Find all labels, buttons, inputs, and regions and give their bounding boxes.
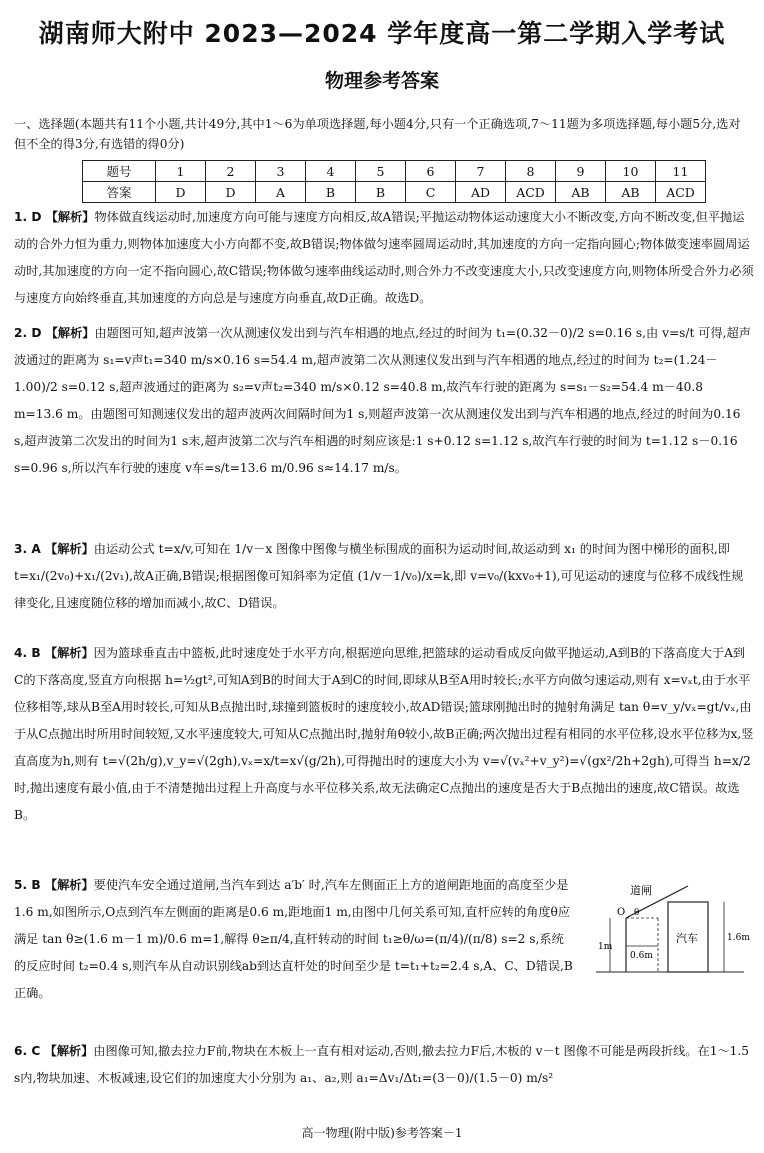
solution-3	[14, 536, 754, 617]
question-number: 5	[356, 161, 406, 182]
question-number: 6	[406, 161, 456, 182]
section-intro: 一、选择题(本题共有11个小题,共计49分,其中1～6为单项选择题,每小题4分,只有一个正确选项,7～11题为多项选择题,每小题5分,选对但不全的得3分,有选错的得0分)	[14, 117, 741, 151]
solution-6	[14, 1038, 754, 1092]
answer-cell: B	[306, 182, 356, 203]
question-number: 9	[556, 161, 606, 182]
page-footer: 高一物理(附中版)参考答案－1	[301, 1126, 463, 1140]
answer-cell: C	[406, 182, 456, 203]
answer-cell: AB	[606, 182, 656, 203]
solution-tag: 5. B 【解析】	[14, 878, 94, 892]
row-label-number: 题号	[83, 161, 156, 182]
question-number: 11	[656, 161, 706, 182]
height-1m-label: 1m	[598, 942, 613, 952]
answer-cell: ACD	[656, 182, 706, 203]
answer-cell: A	[256, 182, 306, 203]
solution-tag: 2. D 【解析】	[14, 326, 95, 340]
question-number: 3	[256, 161, 306, 182]
row-label-answer: 答案	[83, 182, 156, 203]
page-subtitle: 物理参考答案	[324, 70, 439, 92]
gate-car-figure	[596, 884, 750, 980]
point-o-label: O	[617, 907, 626, 918]
answer-cell: D	[156, 182, 206, 203]
answer-cell: ACD	[506, 182, 556, 203]
question-number: 7	[456, 161, 506, 182]
question-number: 10	[606, 161, 656, 182]
solution-5	[14, 872, 574, 1007]
solution-text: 要使汽车安全通过道闸,当汽车到达 a′b′ 时,汽车左侧面正上方的道闸距地面的高度至少是1.6 m,如图所示,O点到汽车左侧面的距离是0.6 m,距地面1 m,由图中几何关系可知,直杆应转的角度θ应满足 tan θ≥(1.6 m－1 m)/0.6 m=1,解得 θ≥π/4,直杆转动的时间 t₁≥θ/ω=(π/4)/(π/8) s=2 s,系统的反应时间 t₂=0.4 s,则汽车从自动识别线ab到达直杆处的时间至少是 t=t₁+t₂=2.4 s,A、C、D错误,B正确。	[14, 878, 573, 1000]
solution-4	[14, 640, 754, 829]
solution-text: 由题图可知,超声波第一次从测速仪发出到与汽车相遇的地点,经过的时间为 t₁=(0.32－0)/2 s=0.16 s,由 v=s/t 可得,超声波通过的距离为 s₁=v声t₁=340 m/s×0.16 s=54.4 m,超声波第二次从测速仪发出到与汽车相遇的地点,经过的时间为 t₂=(1.24－1.00)/2 s=0.12 s,超声波通过的距离为 s₂=v声t₂=340 m/s×0.12 s=40.8 m,故汽车行驶的距离为 s=s₁－s₂=54.4 m－40.8 m=13.6 m。由题图可知测速仪发出的超声波两次间隔时间为1 s,则超声波第一次从测速仪发出到与汽车相遇的地点,经过的时间为0.16 s,超声波第二次发出的时间为1 s末,超声波第二次与汽车相遇的时刻应该是:1 s+0.12 s=1.12 s,故汽车行驶的时间为 t=1.12 s－0.16 s=0.96 s,所以汽车行驶的速度 v车=s/t=13.6 m/0.96 s≈14.17 m/s。	[14, 326, 751, 475]
distance-06m-label: 0.6m	[630, 951, 653, 961]
question-number: 2	[206, 161, 256, 182]
answer-cell: D	[206, 182, 256, 203]
answer-cell: B	[356, 182, 406, 203]
solution-text: 由运动公式 t=x/v,可知在 1/v－x 图像中图像与横坐标围成的面积为运动时间,故运动到 x₁ 的时间为图中梯形的面积,即 t=x₁/(2v₀)+x₁/(2v₁),故A正确,B错误;根据图像可知斜率为定值 (1/v－1/v₀)/x=k,即 v=v₀/(kxv₀+1),可见运动的速度与位移不成线性规律变化,且速度随位移的增加而减小,故C、D错误。	[14, 542, 744, 610]
solution-text: 物体做直线运动时,加速度方向可能与速度方向相反,故A错误;平抛运动物体运动速度大小不断改变,方向不断改变,但平抛运动的合外力恒为重力,则物体加速度大小方向都不变,故B错误;物体做匀速率圆周运动时,其加速度的方向一定指向圆心;物体做变速率圆周运动时,其加速度的方向一定不指向圆心,故C错误;物体做匀速率曲线运动时,则合外力不改变速度大小,只改变速度方向,则物体所受合外力必须与速度方向始终垂直,其加速度的方向总是与速度方向垂直,故D正确。故选D。	[14, 210, 754, 305]
solution-text: 因为篮球垂直击中篮板,此时速度处于水平方向,根据逆向思维,把篮球的运动看成反向做平抛运动,A到B的下落高度大于A到C的下落高度,竖直方向根据 h=½gt²,可知A到B的时间大于A到C的时间,即球从B至A用时较长;水平方向做匀速运动,则有 x=vₓt,由于水平位移相等,球从B至A用时较长,可知从B点抛出时,球撞到篮板时的速度较小,故AD错误;篮球刚抛出时的抛射角满足 tan θ=v_y/vₓ=gt/vₓ,由于从C点抛出时所用时间较短,又水平速度较大,可知从C点抛出时,抛射角θ较小,故B正确;两次抛出过程有相同的水平位移,设水平位移为x,竖直高度为h,则有 t=√(2h/g),v_y=√(2gh),vₓ=x/t=x√(g/2h),可得抛出时的速度大小为 v=√(vₓ²+v_y²)=√(gx²/2h+2gh),可得当 h=x/2 时,抛出速度有最小值,由于不清楚抛出过程上升高度与水平位移关系,故无法确定C点抛出的速度是否大于B点抛出的速度,故C错误。故选B。	[14, 646, 754, 822]
solution-text: 由图像可知,撤去拉力F前,物块在木板上一直有相对运动,否则,撤去拉力F后,木板的 v－t 图像不可能是两段折线。在1～1.5 s内,物块加速、木板减速,设它们的加速度大小分别为 a₁、a₂,则 a₁=Δv₁/Δt₁=(3－0)/(1.5－0) m/s²	[14, 1044, 750, 1085]
question-number: 4	[306, 161, 356, 182]
question-number: 8	[506, 161, 556, 182]
question-number: 1	[156, 161, 206, 182]
solution-tag: 6. C 【解析】	[14, 1044, 94, 1058]
solution-1	[14, 204, 754, 312]
page-title: 湖南师大附中 2023—2024 学年度高一第二学期入学考试	[38, 19, 726, 48]
solution-tag: 1. D 【解析】	[14, 210, 95, 224]
answer-table-answer-row	[83, 182, 706, 203]
answer-cell: AB	[556, 182, 606, 203]
answer-table-number-row	[83, 161, 706, 182]
solution-tag: 3. A 【解析】	[14, 542, 94, 556]
angle-label: θ	[634, 908, 640, 918]
answer-cell: AD	[456, 182, 506, 203]
solution-2	[14, 320, 754, 482]
answer-table	[82, 160, 706, 203]
height-16m-label: 1.6m	[727, 933, 750, 943]
gate-label: 道闸	[630, 884, 652, 897]
solution-tag: 4. B 【解析】	[14, 646, 94, 660]
car-label: 汽车	[676, 932, 698, 945]
